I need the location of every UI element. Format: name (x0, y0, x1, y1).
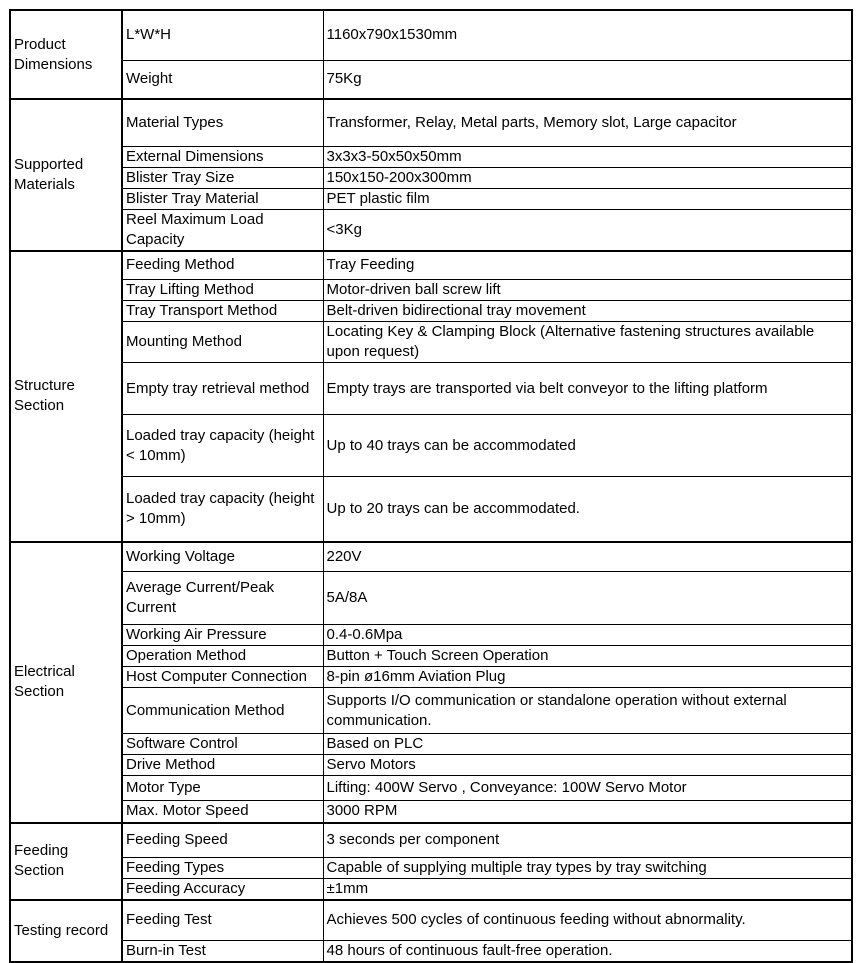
section-group-label: Product Dimensions (10, 10, 122, 99)
table-row (10, 900, 852, 940)
parameter-value: Empty trays are transported via belt conveyor to the lifting platform (323, 363, 852, 415)
parameter-value: 3000 RPM (323, 801, 852, 823)
parameter-value: 3 seconds per component (323, 823, 852, 858)
parameter-value: <3Kg (323, 209, 852, 251)
parameter-value: Based on PLC (323, 734, 852, 755)
parameter-name: Reel Maximum Load Capacity (122, 209, 323, 251)
parameter-name: Feeding Types (122, 858, 323, 879)
parameter-name: Weight (122, 60, 323, 99)
spec-table-body (10, 10, 852, 962)
table-row (10, 688, 852, 734)
table-row (10, 572, 852, 625)
parameter-name: Tray Lifting Method (122, 280, 323, 301)
table-row (10, 755, 852, 776)
parameter-value: Up to 20 trays can be accommodated. (323, 477, 852, 542)
parameter-name: External Dimensions (122, 146, 323, 167)
parameter-name: Material Types (122, 99, 323, 146)
parameter-name: Blister Tray Material (122, 188, 323, 209)
section-group-label: Structure Section (10, 251, 122, 542)
parameter-value: Tray Feeding (323, 251, 852, 280)
parameter-name: Average Current/Peak Current (122, 572, 323, 625)
parameter-value: 220V (323, 542, 852, 572)
parameter-value: 3x3x3-50x50x50mm (323, 146, 852, 167)
parameter-value: Servo Motors (323, 755, 852, 776)
table-row (10, 99, 852, 146)
section-group-label: Testing record (10, 900, 122, 962)
table-row (10, 646, 852, 667)
table-row (10, 209, 852, 251)
parameter-name: Communication Method (122, 688, 323, 734)
parameter-name: Blister Tray Size (122, 167, 323, 188)
parameter-value: Achieves 500 cycles of continuous feeding without abnormality. (323, 900, 852, 940)
parameter-value: Supports I/O communication or standalone operation without external communication. (323, 688, 852, 734)
table-row (10, 879, 852, 901)
parameter-value: 75Kg (323, 60, 852, 99)
parameter-value: Up to 40 trays can be accommodated (323, 415, 852, 477)
table-row (10, 823, 852, 858)
parameter-value: PET plastic film (323, 188, 852, 209)
parameter-value: 0.4-0.6Mpa (323, 625, 852, 646)
table-row (10, 776, 852, 801)
section-group-label: Feeding Section (10, 823, 122, 901)
parameter-value: Motor-driven ball screw lift (323, 280, 852, 301)
parameter-name: Software Control (122, 734, 323, 755)
table-row (10, 251, 852, 280)
parameter-name: L*W*H (122, 10, 323, 60)
parameter-value: Button + Touch Screen Operation (323, 646, 852, 667)
table-row (10, 363, 852, 415)
parameter-name: Drive Method (122, 755, 323, 776)
table-row (10, 167, 852, 188)
parameter-name: Feeding Accuracy (122, 879, 323, 901)
parameter-name: Host Computer Connection (122, 667, 323, 688)
table-row (10, 60, 852, 99)
parameter-name: Max. Motor Speed (122, 801, 323, 823)
parameter-value: 1160x790x1530mm (323, 10, 852, 60)
table-row (10, 477, 852, 542)
table-row (10, 301, 852, 322)
parameter-name: Loaded tray capacity (height > 10mm) (122, 477, 323, 542)
parameter-value: ±1mm (323, 879, 852, 901)
parameter-value: Belt-driven bidirectional tray movement (323, 301, 852, 322)
parameter-name: Feeding Method (122, 251, 323, 280)
table-row (10, 146, 852, 167)
table-row (10, 542, 852, 572)
table-row (10, 625, 852, 646)
table-row (10, 801, 852, 823)
table-row (10, 188, 852, 209)
parameter-value: 48 hours of continuous fault-free operation. (323, 940, 852, 962)
section-group-label: Supported Materials (10, 99, 122, 251)
parameter-value: Lifting: 400W Servo , Conveyance: 100W Servo Motor (323, 776, 852, 801)
table-row (10, 734, 852, 755)
parameter-name: Feeding Speed (122, 823, 323, 858)
spec-table (9, 9, 853, 963)
table-row (10, 940, 852, 962)
parameter-name: Burn-in Test (122, 940, 323, 962)
parameter-name: Mounting Method (122, 322, 323, 363)
parameter-value: 8-pin ø16mm Aviation Plug (323, 667, 852, 688)
parameter-value: 5A/8A (323, 572, 852, 625)
parameter-value: Capable of supplying multiple tray types by tray switching (323, 858, 852, 879)
table-row (10, 280, 852, 301)
parameter-name: Loaded tray capacity (height < 10mm) (122, 415, 323, 477)
parameter-name: Operation Method (122, 646, 323, 667)
parameter-value: Locating Key & Clamping Block (Alternative fastening structures available upon request) (323, 322, 852, 363)
parameter-name: Feeding Test (122, 900, 323, 940)
table-row (10, 858, 852, 879)
parameter-value: Transformer, Relay, Metal parts, Memory slot, Large capacitor (323, 99, 852, 146)
parameter-name: Motor Type (122, 776, 323, 801)
section-group-label: Electrical Section (10, 542, 122, 823)
table-row (10, 10, 852, 60)
table-row (10, 322, 852, 363)
parameter-name: Working Air Pressure (122, 625, 323, 646)
parameter-name: Working Voltage (122, 542, 323, 572)
parameter-name: Empty tray retrieval method (122, 363, 323, 415)
parameter-name: Tray Transport Method (122, 301, 323, 322)
table-row (10, 415, 852, 477)
parameter-value: 150x150-200x300mm (323, 167, 852, 188)
table-row (10, 667, 852, 688)
